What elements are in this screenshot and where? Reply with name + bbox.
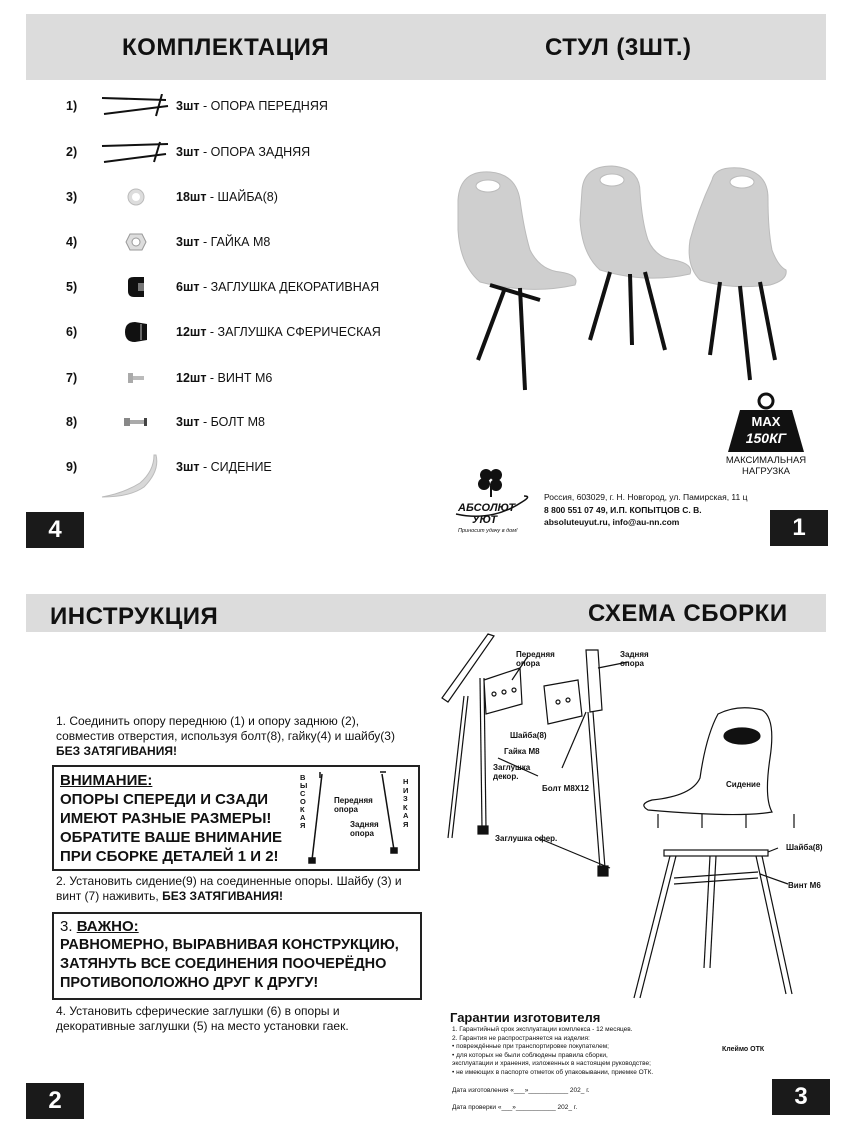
kit-item xyxy=(66,140,310,164)
step-2 xyxy=(56,874,424,904)
kit-item-name: - ОПОРА ЗАДНЯЯ xyxy=(199,145,311,159)
company-phone: 8 800 551 07 49, И.П. КОПЫТЦОВ С. В. xyxy=(544,505,702,515)
kit-item-number: 6) xyxy=(66,325,78,339)
label-bolt: Болт М8Х12 xyxy=(542,784,590,793)
rear-leg-icon xyxy=(96,140,176,164)
kit-item xyxy=(66,230,270,254)
chair-middle xyxy=(580,166,691,350)
warranty-lines xyxy=(452,1026,712,1077)
kit-item xyxy=(66,410,265,434)
kit-item-text xyxy=(176,325,381,339)
label-rear-leg: Задняя опора xyxy=(620,650,649,668)
assembly-diagram xyxy=(438,628,838,1008)
kit-item-text xyxy=(176,235,270,249)
decor-cap-icon xyxy=(96,275,176,299)
kit-title: КОМПЛЕКТАЦИЯ xyxy=(122,34,330,61)
step-1-text: 1. Соединить опору переднюю (1) и опору заднюю (2), совместив отверстия, используя болт(8), гайку(4) и шайбу(3) xyxy=(56,714,395,743)
company-web: absoluteuyut.ru, info@au-nn.com xyxy=(544,517,680,527)
kit-item-qty: 3шт xyxy=(176,235,200,249)
step-1 xyxy=(56,714,418,759)
front-leg-label-box: Передняя опора xyxy=(334,796,373,814)
kit-item-name: - ВИНТ М6 xyxy=(206,371,273,385)
max-load-line1: МАКСИМАЛЬНАЯ xyxy=(725,455,807,466)
date-made: Дата изготовления «___»___________ 202_ г. xyxy=(452,1087,590,1094)
seat-icon xyxy=(96,465,176,489)
label-screw: Винт М6 xyxy=(788,881,821,890)
kit-item-text xyxy=(176,190,278,204)
kit-item-name: - СИДЕНИЕ xyxy=(199,460,272,474)
kit-item-name: - ОПОРА ПЕРЕДНЯЯ xyxy=(199,99,328,113)
kit-item-number: 7) xyxy=(66,371,78,385)
warranty-line: • для которых не были соблюдены правила сборки, xyxy=(452,1051,608,1059)
front-leg-icon xyxy=(96,94,176,118)
warranty-title: Гарантии изготовителя xyxy=(450,1010,601,1025)
page-number-1: 1 xyxy=(770,510,828,546)
important-box xyxy=(52,912,422,1000)
kit-item-number: 4) xyxy=(66,235,78,249)
otk-stamp: Клеймо ОТК xyxy=(722,1046,765,1053)
kit-item-number: 3) xyxy=(66,190,78,204)
sphere-cap-icon xyxy=(96,320,176,344)
kit-item-number: 9) xyxy=(66,460,78,474)
chair-left xyxy=(458,172,576,390)
kit-item-text xyxy=(176,280,379,294)
kit-item-number: 8) xyxy=(66,415,78,429)
kit-item xyxy=(66,366,272,390)
warranty-line: 2. Гарантия не распространяется на изделия: xyxy=(452,1034,590,1042)
kit-item-text xyxy=(176,145,310,159)
warranty-line: эксплуатации и хранения, изложенных в настоящем руководстве; xyxy=(452,1060,651,1067)
kit-item-text xyxy=(176,415,265,429)
step-3-title: ВАЖНО: xyxy=(76,918,139,935)
brand-name-line2: УЮТ xyxy=(472,514,498,526)
page-number-4: 4 xyxy=(26,512,84,548)
kit-item-qty: 6шт xyxy=(176,280,200,294)
washer-icon xyxy=(96,185,176,209)
label-washer: Шайба(8) xyxy=(510,731,547,740)
page-number-3: 3 xyxy=(772,1079,830,1115)
kit-item-qty: 3шт xyxy=(176,460,200,474)
kit-item-text xyxy=(176,371,272,385)
label-decor-cap: Заглушка декор. xyxy=(493,763,531,781)
legs-compare-diagram xyxy=(296,770,416,866)
kit-item xyxy=(66,275,379,299)
scheme-title: СХЕМА СБОРКИ xyxy=(588,600,788,627)
brand-slogan: Приносит удачу в дом! xyxy=(458,528,518,534)
warranty-line: • повреждённые при транспортировке покупателем; xyxy=(452,1043,609,1050)
tall-label: ВЫСОКАЯ xyxy=(300,773,308,830)
screw-icon xyxy=(96,366,176,390)
label-front-leg: Передняя опора xyxy=(516,650,555,668)
kit-item-number: 1) xyxy=(66,99,78,113)
kit-item-name: - ЗАГЛУШКА ДЕКОРАТИВНАЯ xyxy=(199,280,380,294)
max-label: MAX xyxy=(751,414,781,429)
important-heading xyxy=(60,918,414,936)
kit-item-number: 2) xyxy=(66,145,78,159)
attention-title: ВНИМАНИЕ: xyxy=(60,772,153,789)
kit-item-text xyxy=(176,460,272,474)
warranty-line: 1. Гарантийный срок эксплуатации комплекса - 12 месяцев. xyxy=(452,1026,633,1033)
kit-item xyxy=(66,94,328,118)
kit-item-name: - ШАЙБА(8) xyxy=(206,190,278,204)
kit-item-qty: 12шт xyxy=(176,325,207,339)
chair-title: СТУЛ (3ШТ.) xyxy=(545,34,692,61)
kit-item xyxy=(66,320,381,344)
kit-item xyxy=(66,455,272,479)
kit-item-qty: 18шт xyxy=(176,190,207,204)
kit-item-number: 5) xyxy=(66,280,78,294)
instruction-title: ИНСТРУКЦИЯ xyxy=(50,603,219,630)
kit-item-name: - ГАЙКА М8 xyxy=(199,235,271,249)
max-load-line2: НАГРУЗКА xyxy=(742,466,790,477)
label-seat: Сидение xyxy=(726,780,761,789)
step-3-text: РАВНОМЕРНО, ВЫРАВНИВАЯ КОНСТРУКЦИЮ, ЗАТЯНУТЬ ВСЕ СОЕДИНЕНИЯ ПООЧЕРЁДНО ПРОТИВОПОЛОЖНО ДРУГ К ДРУГУ! xyxy=(60,937,399,991)
kit-item-qty: 3шт xyxy=(176,415,200,429)
step-1-bold: БЕЗ ЗАТЯГИВАНИЯ! xyxy=(56,744,177,758)
kit-item-qty: 3шт xyxy=(176,145,200,159)
warranty-line: • не имеющих в паспорте отметок об упаковывании, приемке ОТК. xyxy=(452,1068,654,1076)
nut-icon xyxy=(96,230,176,254)
step-4: 4. Установить сферические заглушки (6) в опоры и декоративные заглушки (5) на место установки гаек. xyxy=(56,1004,349,1033)
kit-item-qty: 12шт xyxy=(176,371,207,385)
step-2-bold: БЕЗ ЗАТЯГИВАНИЯ! xyxy=(162,889,284,903)
chair-right xyxy=(689,168,786,380)
chairs-illustration xyxy=(450,160,790,400)
step-3-prefix: 3. xyxy=(60,918,77,935)
date-checked: Дата проверки «___»___________ 202_ г. xyxy=(452,1104,578,1111)
company-address: Россия, 603029, г. Н. Новгород, ул. Памирская, 11 ц xyxy=(544,492,748,502)
attention-text: ОПОРЫ СПЕРЕДИ И СЗАДИ ИМЕЮТ РАЗНЫЕ РАЗМЕРЫ! ОБРАТИТЕ ВАШЕ ВНИМАНИЕ ПРИ СБОРКЕ ДЕТАЛЕЙ 1 И 2! xyxy=(60,791,283,865)
kit-item-name: - БОЛТ М8 xyxy=(199,415,265,429)
label-sphere-cap: Заглушка сфер. xyxy=(495,834,558,843)
step-2-text: 2. Установить сидение(9) на соединенные опоры. Шайбу (3) и винт (7) наживить, xyxy=(56,874,402,903)
page-number-2: 2 xyxy=(26,1083,84,1119)
kit-item-qty: 3шт xyxy=(176,99,200,113)
label-nut: Гайка М8 xyxy=(504,747,540,756)
label-washer-2: Шайба(8) xyxy=(786,843,823,852)
kit-item-name: - ЗАГЛУШКА СФЕРИЧЕСКАЯ xyxy=(206,325,381,339)
kit-item xyxy=(66,185,278,209)
bolt-icon xyxy=(96,410,176,434)
short-label: НИЗКАЯ xyxy=(403,777,409,829)
max-value: 150КГ xyxy=(745,430,787,446)
rear-leg-label-box: Задняя опора xyxy=(350,820,379,838)
brand-name-line1: АБСОЛЮТ xyxy=(458,502,516,514)
kit-item-text xyxy=(176,99,328,113)
